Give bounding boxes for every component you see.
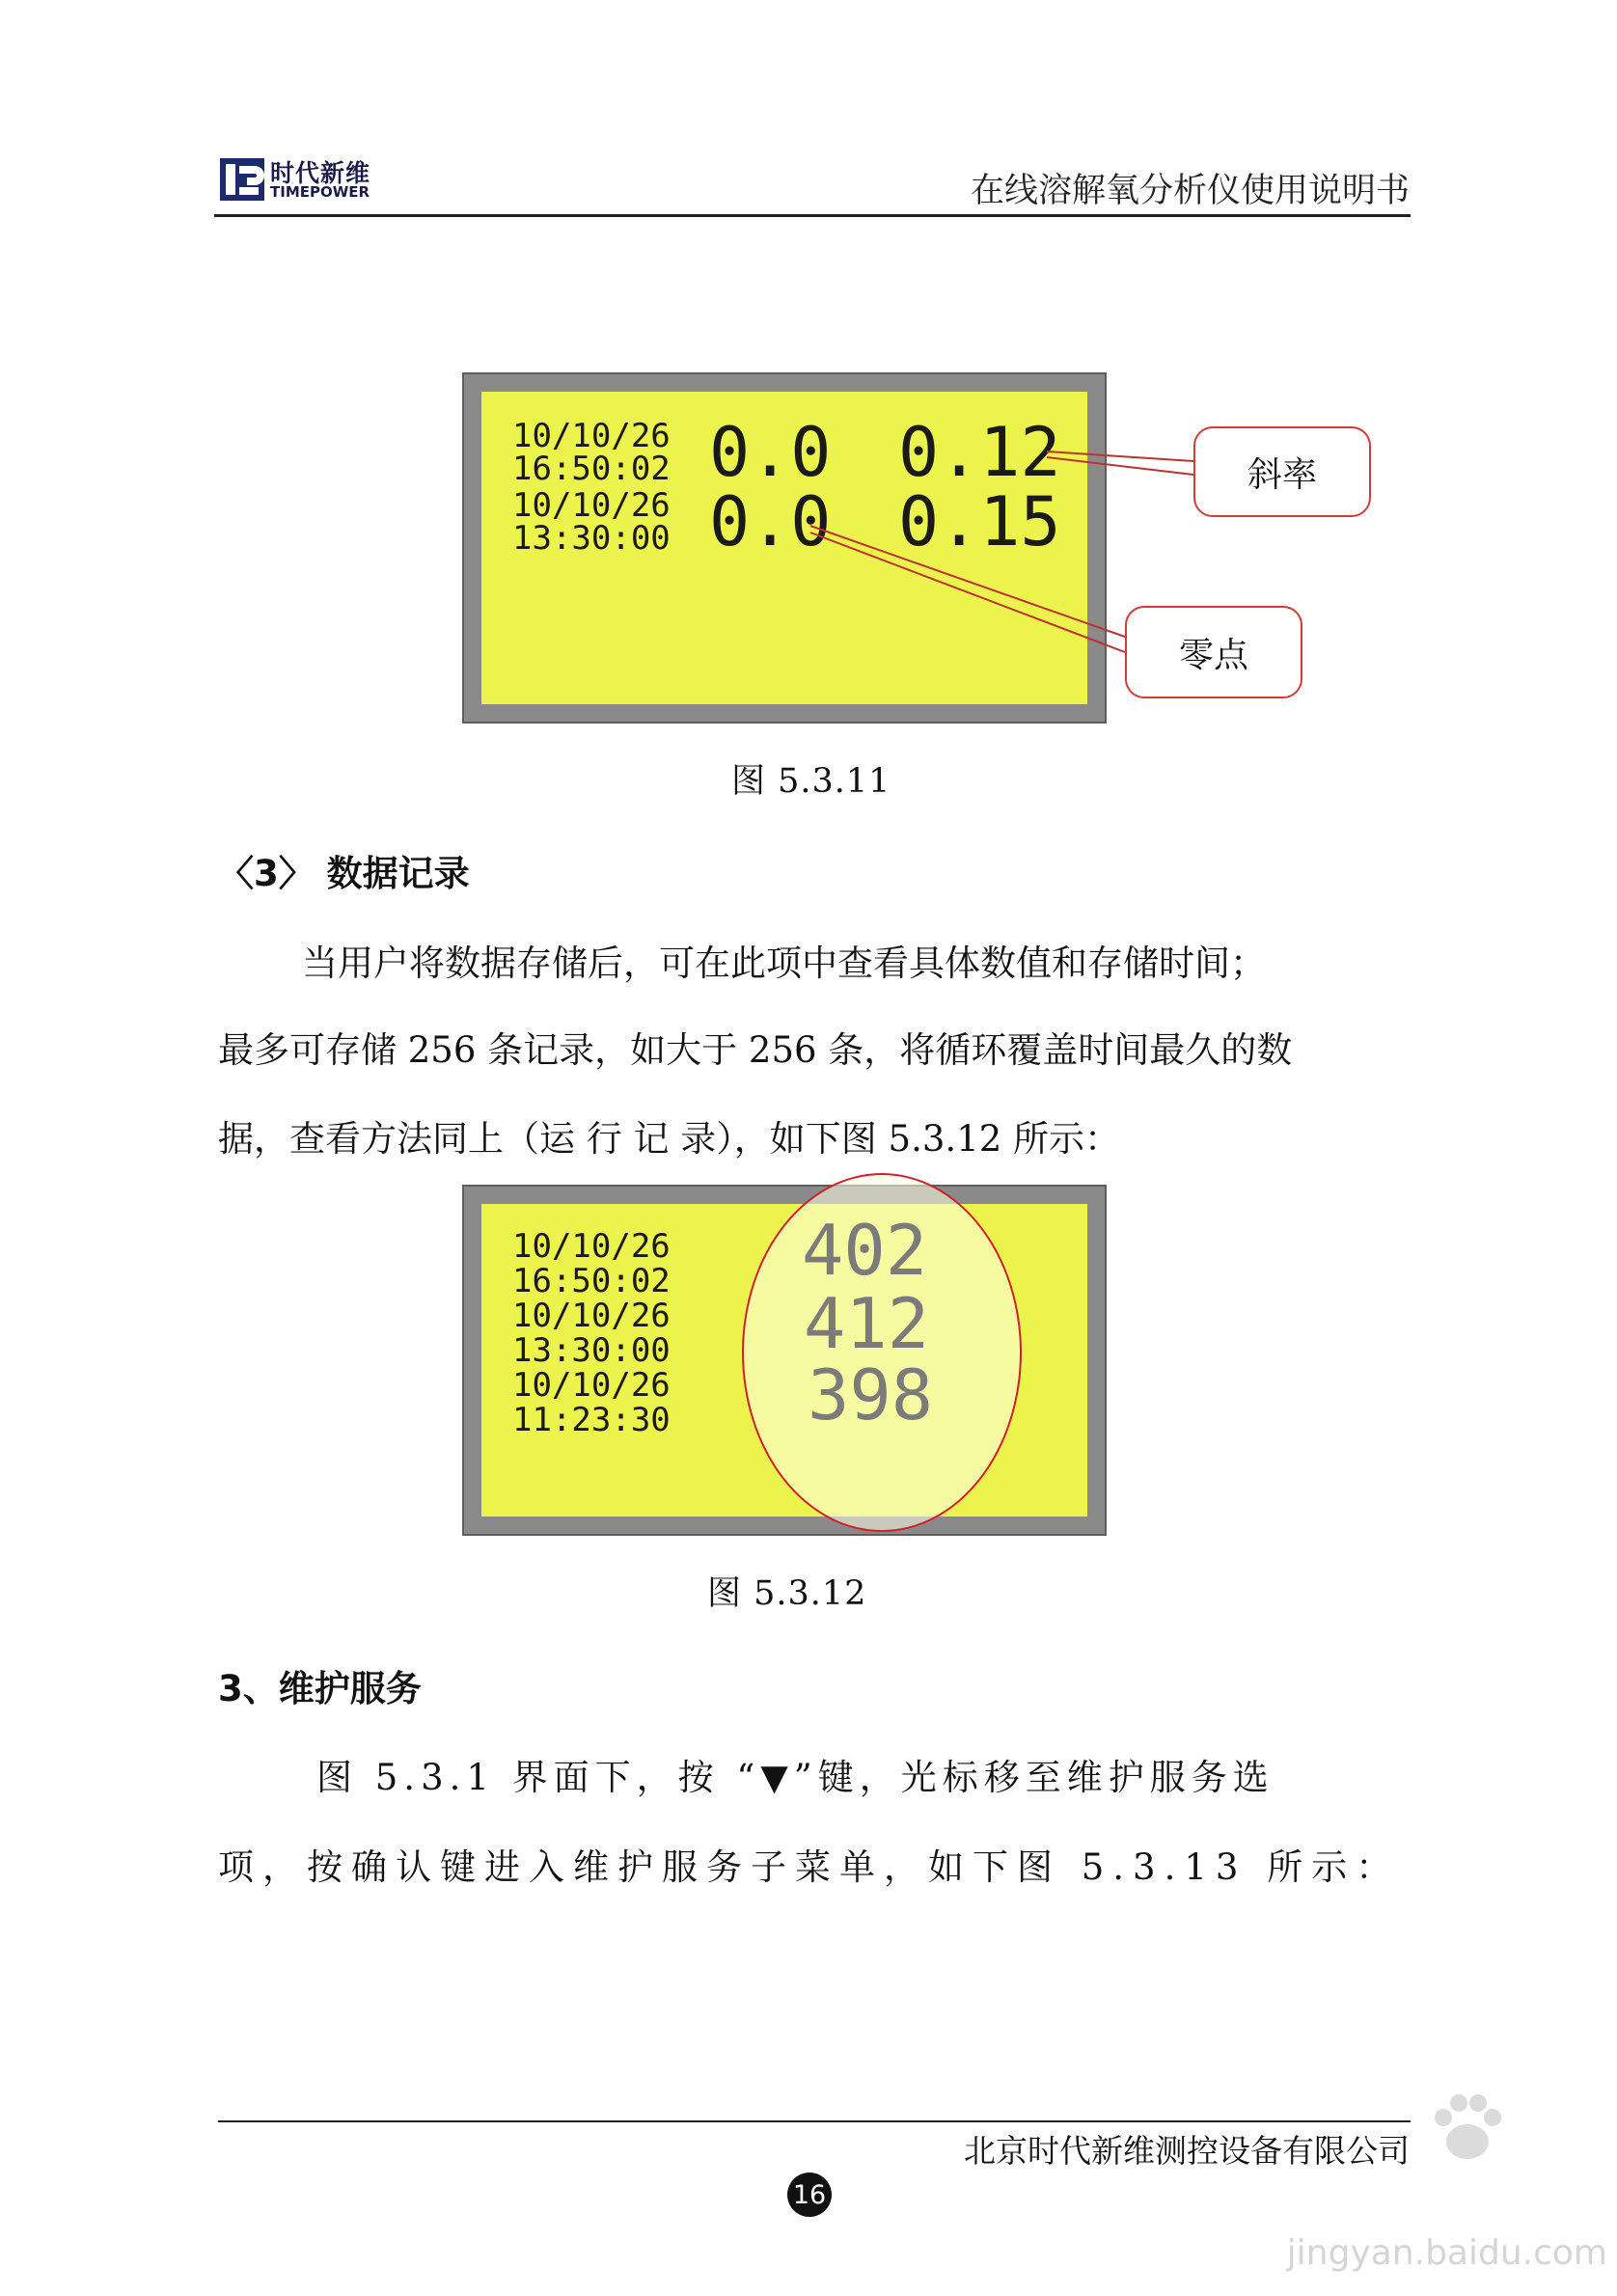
lcd-figure-5-3-12	[462, 1185, 1107, 1536]
record-time: 11:23:30	[512, 1401, 671, 1439]
record-value: 402	[802, 1210, 928, 1291]
paw-icon	[1424, 2084, 1511, 2171]
logo-en-text: TIMEPOWER	[270, 183, 370, 201]
logo-cn-text: 时代新维	[270, 159, 371, 187]
record-date: 10/10/26	[512, 1297, 671, 1335]
record-date: 10/10/26	[512, 1366, 671, 1405]
paragraph-line: 当用户将数据存储后，可在此项中查看具体数值和存储时间；	[302, 943, 1266, 984]
record-date: 10/10/26	[512, 417, 671, 455]
page-number: 16	[787, 2173, 832, 2217]
footer-company: 北京时代新维测控设备有限公司	[964, 2132, 1410, 2170]
record-date: 10/10/26	[512, 486, 671, 525]
callout-slope: 斜率	[1193, 426, 1371, 517]
record-time: 16:50:02	[512, 450, 671, 488]
watermark-text: jingyan.baidu.com	[1286, 2233, 1607, 2273]
paragraph-line: 项，按确认键进入维护服务子菜单，如下图 5.3.13 所示：	[218, 1846, 1401, 1888]
figure-caption: 图 5.3.12	[707, 1574, 867, 1613]
paragraph-line: 据，查看方法同上（运 行 记 录），如下图 5.3.12 所示：	[218, 1118, 1120, 1160]
record-value: 412	[804, 1283, 930, 1364]
footer-divider	[218, 2120, 1411, 2122]
slope-value: 0.15	[898, 482, 1061, 561]
section-heading: 〈3〉 数据记录	[218, 853, 470, 894]
callout-zero: 零点	[1125, 606, 1302, 698]
slope-value: 0.12	[898, 413, 1061, 492]
document-title: 在线溶解氧分析仪使用说明书	[970, 172, 1410, 210]
baidu-watermark	[1286, 2084, 1617, 2277]
figure-caption: 图 5.3.11	[731, 762, 891, 801]
paragraph-line: 最多可存储 256 条记录，如大于 256 条，将循环覆盖时间最久的数	[218, 1029, 1293, 1071]
record-time: 13:30:00	[512, 1331, 671, 1370]
record-time: 13:30:00	[512, 519, 671, 558]
callout-leader-lines	[0, 0, 1617, 868]
zero-value: 0.0	[709, 413, 832, 492]
paragraph-line: 图 5.3.1 界面下，按 “▼”键，光标移至维护服务选	[316, 1757, 1274, 1798]
record-time: 16:50:02	[512, 1262, 671, 1300]
record-date: 10/10/26	[512, 1227, 671, 1266]
record-value: 398	[808, 1354, 934, 1435]
section-heading: 3、维护服务	[218, 1668, 422, 1709]
zero-value: 0.0	[709, 482, 832, 561]
